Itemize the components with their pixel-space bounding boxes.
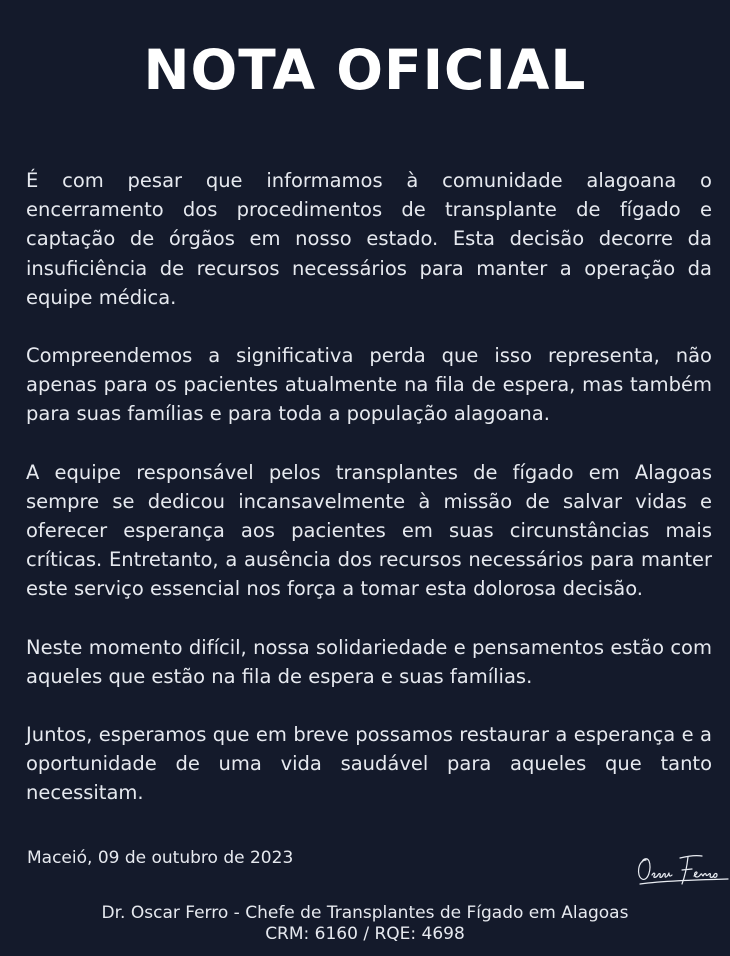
page-title: NOTA OFICIAL — [143, 38, 587, 102]
statement-body — [26, 166, 712, 837]
paragraph-team: A equipe responsável pelos transplantes de fígado em Alagoas sempre se dedicou incansavelmente à missão de salvar vidas e oferecer esperança aos pacientes em suas circunstâncias mais críticas. Entretanto, a ausência dos recursos necessários para manter este serviço essencial nos força a tomar esta dolorosa decisão. — [26, 460, 712, 601]
date-line: Maceió, 09 de outubro de 2023 — [27, 848, 294, 868]
paragraph-hope: Juntos, esperamos que em breve possamos restaurar a esperança e a oportunidade de uma vida saudável para aqueles que tanto necessitam. — [26, 723, 712, 805]
paragraph-solidarity: Neste momento difícil, nossa solidariedade e pensamentos estão com aqueles que estão na fila de espera e suas famílias. — [26, 635, 712, 688]
paragraph-announcement: É com pesar que informamos à comunidade alagoana o encerramento dos procedimentos de transplante de fígado e captação de órgãos em nosso estado. Esta decisão decorre da insuficiência de recursos necessários para manter a operação da equipe médica. — [26, 169, 712, 309]
signatory-footer — [0, 903, 730, 945]
paragraph-loss: Compreendemos a significativa perda que isso representa, não apenas para os pacientes atualmente na fila de espera, mas também para suas famílias e para toda a população alagoana. — [26, 344, 712, 426]
signatory-registration: CRM: 6160 / RQE: 4698 — [265, 924, 465, 944]
handwritten-signature — [632, 846, 730, 890]
signatory-name-title: Dr. Oscar Ferro - Chefe de Transplantes de Fígado em Alagoas — [101, 903, 629, 923]
